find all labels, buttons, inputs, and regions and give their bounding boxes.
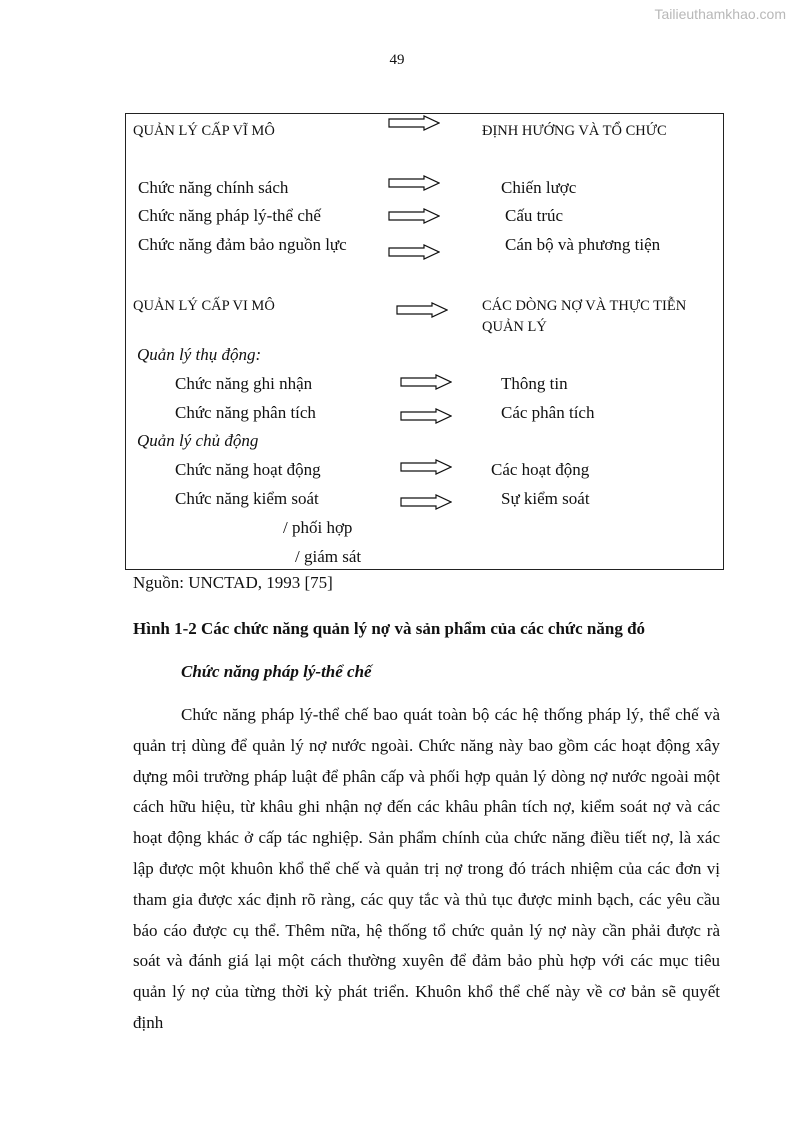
- arrow-icon: [400, 374, 452, 390]
- arrow-icon: [388, 208, 440, 224]
- section-heading: Chức năng pháp lý-thể chế: [181, 662, 372, 681]
- arrow-icon: [388, 115, 440, 131]
- micro-function: Chức năng phân tích: [175, 403, 316, 422]
- micro-left-title: QUẢN LÝ CẤP VI MÔ: [133, 298, 275, 314]
- arrow-icon: [400, 494, 452, 510]
- micro-product: Thông tin: [501, 374, 568, 393]
- micro-product: Sự kiểm soát: [501, 489, 590, 508]
- arrow-icon: [388, 244, 440, 260]
- micro-product: Các phân tích: [501, 403, 595, 422]
- macro-product: Cấu trúc: [505, 206, 564, 225]
- macro-product: Chiến lược: [501, 178, 577, 197]
- arrow-icon: [400, 459, 452, 475]
- active-management-label: Quản lý chủ động: [137, 431, 259, 450]
- supervision-note: / giám sát: [295, 547, 362, 566]
- arrow-icon: [388, 175, 440, 191]
- micro-function: Chức năng hoạt động: [175, 460, 321, 479]
- figure-diagram: [125, 113, 724, 570]
- macro-right-title: ĐỊNH HƯỚNG VÀ TỔ CHỨC: [482, 123, 667, 139]
- macro-function: Chức năng đảm bảo nguồn lực: [138, 235, 347, 254]
- coordination-note: / phối hợp: [283, 518, 353, 537]
- macro-left-title: QUẢN LÝ CẤP VĨ MÔ: [133, 123, 275, 139]
- figure-source: Nguồn: UNCTAD, 1993 [75]: [133, 573, 333, 592]
- macro-product: Cán bộ và phương tiện: [505, 235, 661, 254]
- body-paragraph: Chức năng pháp lý-thể chế bao quát toàn bộ các hệ thống pháp lý, thể chế và quản trị dùng để quản lý nợ nước ngoài. Chức năng này bao gồm các hoạt động xây dựng môi trường pháp luật để phân cấp và phối hợp quản lý dòng nợ nước ngoài một cách hữu hiệu, từ khâu ghi nhận nợ đến các khâu phân tích nợ, kiểm soát nợ và các hoạt động khác ở cấp tác nghiệp. Sản phẩm chính của chức năng điều tiết nợ, là xác lập được một khuôn khổ thể chế và quản trị nợ trong đó trách nhiệm của các đơn vị tham gia được xác định rõ ràng, các quy tắc và thủ tục được minh bạch, các yêu cầu báo cáo được cụ thể. Thêm nữa, hệ thống tổ chức quản lý nợ này cần phải được rà soát và đánh giá lại một cách thường xuyên để đảm bảo phù hợp với các mục tiêu quản lý nợ của từng thời kỳ phát triển. Khuôn khổ thể chế này về cơ bản sẽ quyết định: [133, 705, 720, 1032]
- page-number: 49: [389, 52, 405, 68]
- macro-function: Chức năng pháp lý-thể chế: [138, 206, 321, 225]
- micro-product: Các hoạt động: [491, 460, 590, 479]
- watermark: Tailieuthamkhao.com: [654, 6, 786, 22]
- micro-right-title-cont: QUẢN LÝ: [482, 319, 547, 335]
- arrow-icon: [400, 408, 452, 424]
- micro-right-title: CÁC DÒNG NỢ VÀ THỰC TIỄN: [482, 298, 687, 314]
- arrow-icon: [396, 302, 448, 318]
- micro-function: Chức năng kiểm soát: [175, 489, 319, 508]
- macro-function: Chức năng chính sách: [138, 178, 289, 197]
- passive-management-label: Quản lý thụ động:: [137, 345, 262, 364]
- figure-caption: Hình 1-2 Các chức năng quản lý nợ và sản phẩm của các chức năng đó: [133, 619, 646, 638]
- body-text: [133, 700, 720, 1039]
- micro-function: Chức năng ghi nhận: [175, 374, 313, 393]
